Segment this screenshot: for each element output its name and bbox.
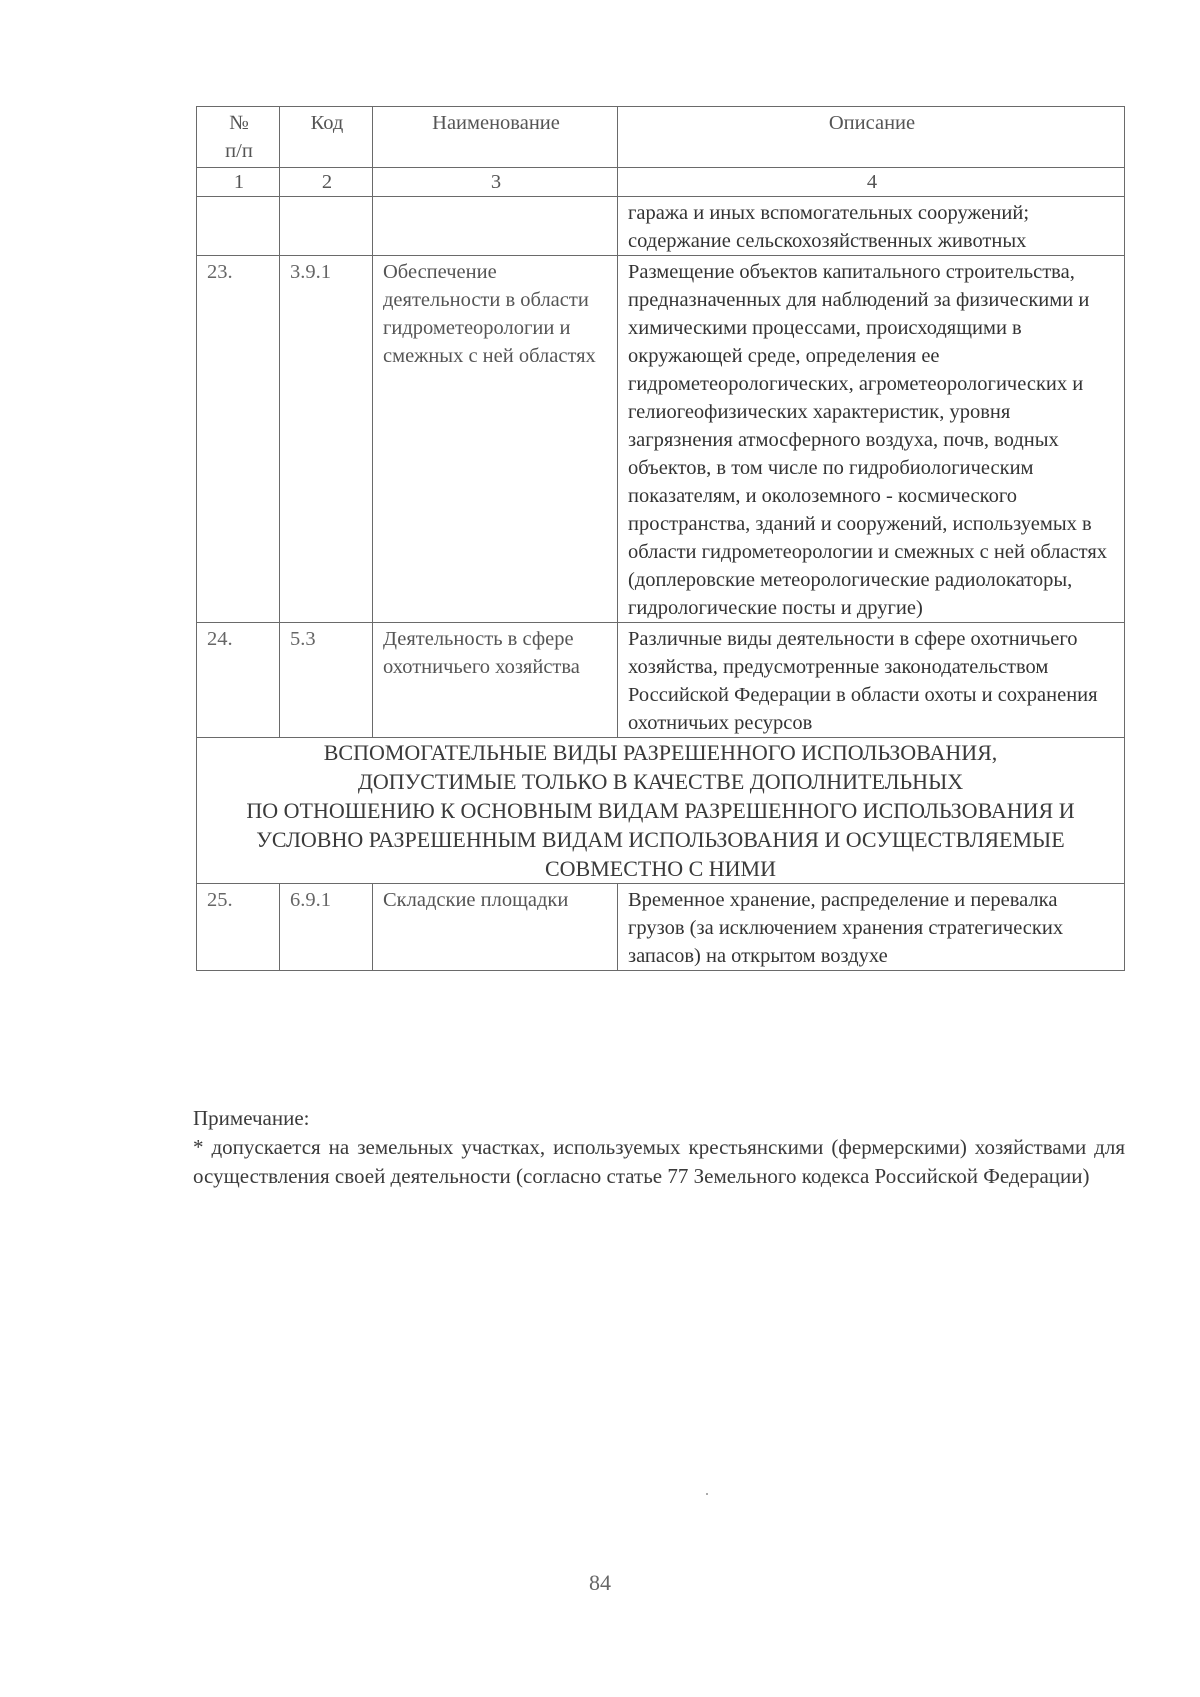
row-name: Складские площадки — [373, 884, 618, 971]
section-heading-line: ВСПОМОГАТЕЛЬНЫЕ ВИДЫ РАЗРЕШЕННОГО ИСПОЛЬЗОВАНИЯ, — [323, 740, 998, 765]
row-code: 5.3 — [280, 623, 373, 738]
scan-speck — [706, 1493, 708, 1495]
table-row — [197, 884, 1125, 971]
row-num: 25. — [197, 884, 280, 971]
page-number: 84 — [589, 1570, 611, 1595]
header-num-line1: № — [229, 112, 249, 134]
footnote-text: * допускается на земельных участках, используемых крестьянскими (фермерскими) хозяйствами для осуществления своей деятельности (согласно статье 77 Земельного кодекса Российской Федерации) — [193, 1135, 1125, 1188]
table-row — [197, 256, 1125, 623]
header-description: Описание — [618, 107, 1125, 168]
row-num — [197, 197, 280, 256]
row-name: Обеспечение деятельности в области гидрометеорологии и смежных с ней областях — [373, 256, 618, 623]
column-number-row — [197, 168, 1125, 197]
header-num-line2: п/п — [225, 140, 253, 162]
row-code: 6.9.1 — [280, 884, 373, 971]
land-use-table — [196, 106, 1125, 971]
header-num — [197, 107, 280, 168]
table-row-continuation — [197, 197, 1125, 256]
column-number: 2 — [280, 168, 373, 197]
section-heading-line: УСЛОВНО РАЗРЕШЕННЫМ ВИДАМ ИСПОЛЬЗОВАНИЯ И ОСУЩЕСТВЛЯЕМЫЕ — [256, 827, 1065, 852]
row-code: 3.9.1 — [280, 256, 373, 623]
row-description: Размещение объектов капитального строительства, предназначенных для наблюдений за физическими и химическими процессами, происходящими в окружающей среде, определения ее гидрометеорологических, агрометеорологических и гелиогеофизических характеристик, уровня загрязнения атмосферного воздуха, почв, водных объектов, в том числе по гидробиологическим показателям, и околоземного - космического пространства, зданий и сооружений, используемых в области гидрометеорологии и смежных с ней областях (доплеровские метеорологические радиолокаторы, гидрологические посты и другие) — [618, 256, 1125, 623]
footnote — [193, 1104, 1125, 1191]
header-name: Наименование — [373, 107, 618, 168]
row-description: Различные виды деятельности в сфере охотничьего хозяйства, предусмотренные законодательством Российской Федерации в области охоты и сохранения охотничьих ресурсов — [618, 623, 1125, 738]
row-name — [373, 197, 618, 256]
table-row — [197, 623, 1125, 738]
row-num: 23. — [197, 256, 280, 623]
section-heading-line: ДОПУСТИМЫЕ ТОЛЬКО В КАЧЕСТВЕ ДОПОЛНИТЕЛЬНЫХ — [357, 769, 964, 794]
row-code — [280, 197, 373, 256]
row-description: Временное хранение, распределение и перевалка грузов (за исключением хранения стратегических запасов) на открытом воздухе — [618, 884, 1125, 971]
section-heading — [197, 738, 1125, 884]
row-num: 24. — [197, 623, 280, 738]
column-number: 1 — [197, 168, 280, 197]
header-code: Код — [280, 107, 373, 168]
row-name: Деятельность в сфере охотничьего хозяйства — [373, 623, 618, 738]
section-heading-row — [197, 738, 1125, 884]
column-number: 3 — [373, 168, 618, 197]
section-heading-line: ПО ОТНОШЕНИЮ К ОСНОВНЫМ ВИДАМ РАЗРЕШЕННОГО ИСПОЛЬЗОВАНИЯ И — [246, 798, 1075, 823]
column-number: 4 — [618, 168, 1125, 197]
table-header-row — [197, 107, 1125, 168]
row-description: гаража и иных вспомогательных сооружений; содержание сельскохозяйственных животных — [618, 197, 1125, 256]
section-heading-line: СОВМЕСТНО С НИМИ — [544, 856, 777, 881]
footnote-title: Примечание: — [193, 1106, 310, 1130]
